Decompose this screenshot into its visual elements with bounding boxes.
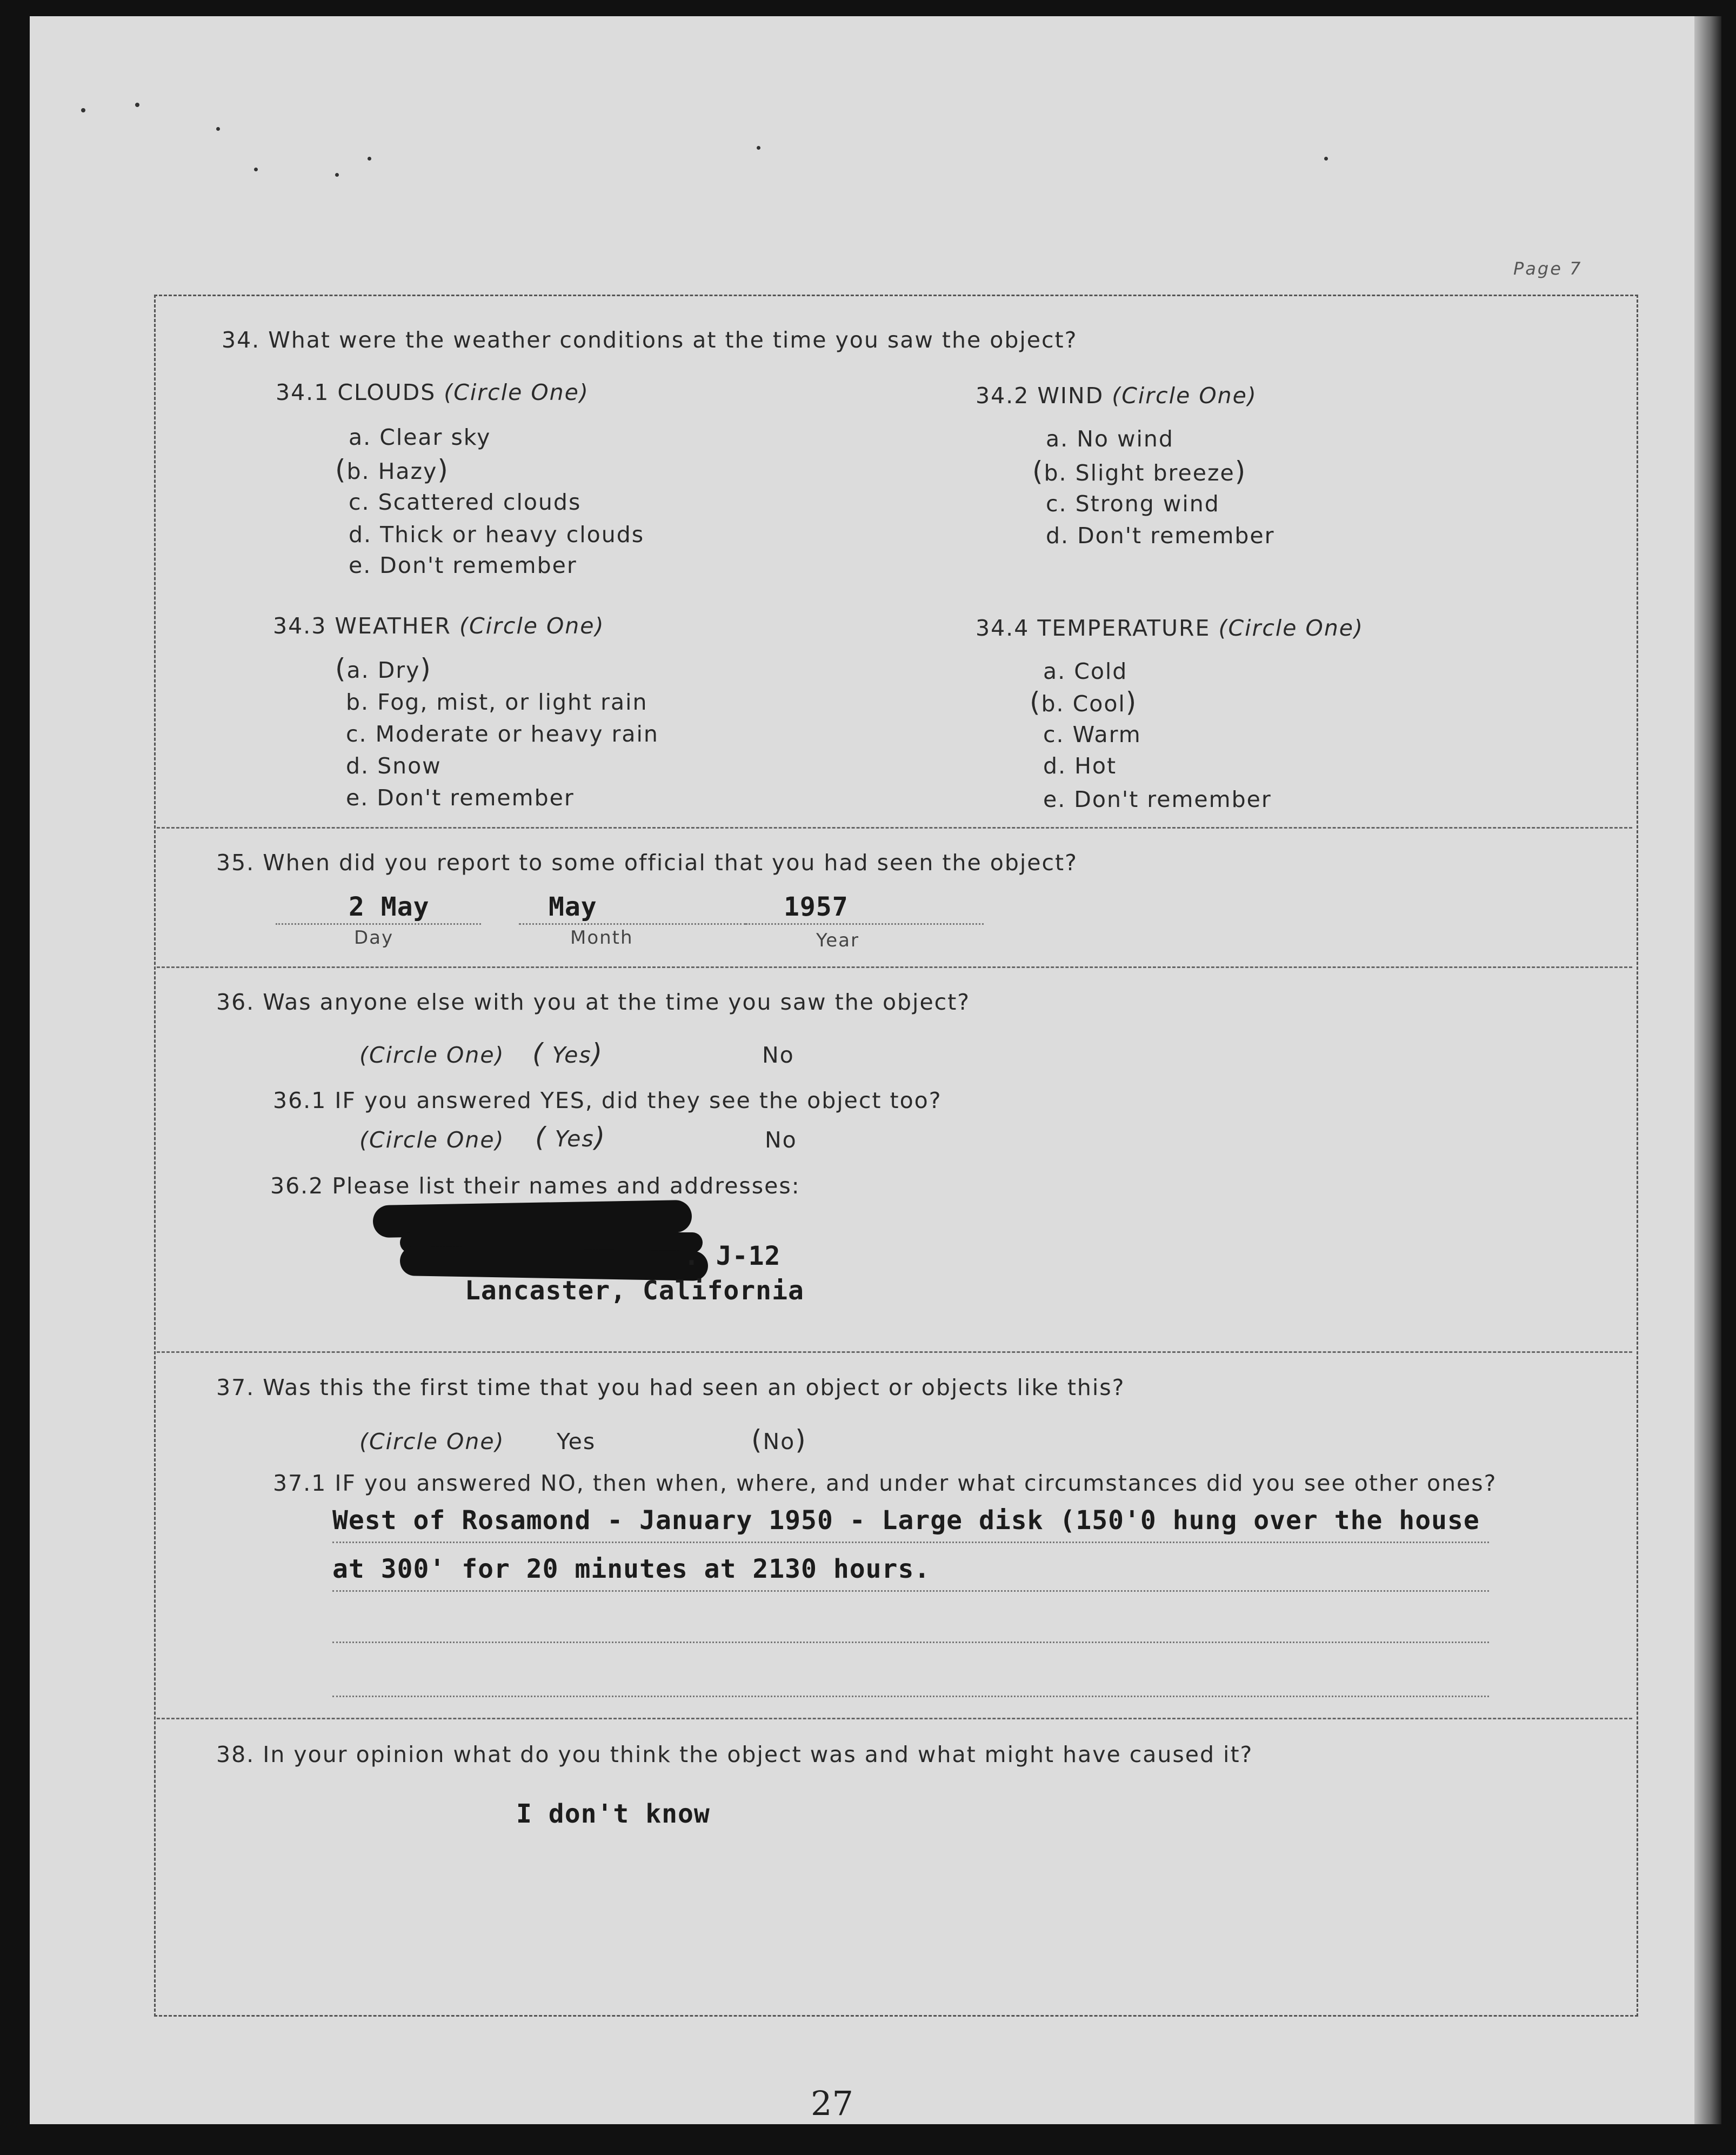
page-edge-shadow <box>1694 16 1721 2124</box>
q35-month-value: May <box>549 892 597 922</box>
q37-1-answer-line1: West of Rosamond - January 1950 - Large disk (150'0 hung over the house <box>332 1505 1480 1536</box>
speck <box>81 108 85 112</box>
q35-day-label: Day <box>354 927 394 949</box>
q35-day-value: 2 May <box>349 892 430 922</box>
q34-1-instruction: (Circle One) <box>444 379 589 405</box>
q34-4-instruction: (Circle One) <box>1218 615 1364 641</box>
clouds-option-c[interactable]: c. Scattered clouds <box>349 489 582 515</box>
section-divider <box>157 1718 1632 1719</box>
q34-2-number: 34.2 <box>976 383 1030 409</box>
q37-1-question: 37.1 IF you answered NO, then when, where, and under what circumstances did you see other ones? <box>273 1470 1497 1496</box>
q35-day-line <box>276 923 481 925</box>
q37-question: 37. Was this the first time that you had seen an object or objects like this? <box>216 1375 1125 1400</box>
temperature-option-c[interactable]: c. Warm <box>1043 722 1141 748</box>
temperature-option-b-selected[interactable]: (b. Cool) <box>1030 686 1138 718</box>
clouds-option-e[interactable]: e. Don't remember <box>349 552 577 578</box>
q34-4-number: 34.4 <box>976 615 1030 641</box>
speck <box>135 103 139 107</box>
q34-3-number: 34.3 <box>273 613 327 639</box>
wind-option-c[interactable]: c. Strong wind <box>1046 491 1220 517</box>
q36-no[interactable]: No <box>762 1042 794 1068</box>
speck <box>1324 157 1328 161</box>
temperature-option-a[interactable]: a. Cold <box>1043 658 1128 684</box>
answer-line <box>332 1542 1489 1543</box>
q37-no-selected[interactable]: (No) <box>751 1424 807 1456</box>
weather-option-c[interactable]: c. Moderate or heavy rain <box>346 721 659 747</box>
q35-year-line <box>746 923 984 925</box>
q36-question: 36. Was anyone else with you at the time you saw the object? <box>216 989 971 1015</box>
speck <box>254 168 258 171</box>
q36-2-address-line1: . J-12 <box>684 1241 781 1271</box>
q35-month-label: Month <box>570 927 633 949</box>
wind-option-b-selected[interactable]: (b. Slight breeze) <box>1032 456 1247 487</box>
q36-1-question: 36.1 IF you answered YES, did they see the object too? <box>273 1087 942 1113</box>
wind-option-a[interactable]: a. No wind <box>1046 426 1174 452</box>
section-divider <box>157 827 1632 829</box>
q36-instruction: (Circle One) <box>359 1042 505 1068</box>
q36-yes-selected[interactable]: ( Yes) <box>532 1038 604 1069</box>
q34-3-title: WEATHER <box>335 613 451 639</box>
q35-year-label: Year <box>816 930 859 951</box>
temperature-option-e[interactable]: e. Don't remember <box>1043 786 1272 812</box>
weather-option-b[interactable]: b. Fog, mist, or light rain <box>346 689 648 715</box>
q34-3-instruction: (Circle One) <box>459 613 605 639</box>
q35-question: 35. When did you report to some official that you had seen the object? <box>216 850 1078 876</box>
q37-instruction: (Circle One) <box>359 1429 505 1455</box>
q38-answer: I don't know <box>516 1799 710 1829</box>
q36-1-instruction: (Circle One) <box>359 1127 505 1153</box>
page-number: 27 <box>811 2084 853 2123</box>
clouds-option-a[interactable]: a. Clear sky <box>349 424 491 450</box>
answer-line <box>332 1590 1489 1592</box>
clouds-option-b-selected[interactable]: (b. Hazy) <box>335 454 449 485</box>
speck <box>368 157 371 161</box>
q35-year-value: 1957 <box>784 892 849 922</box>
q34-question: 34. What were the weather conditions at the time you saw the object? <box>222 327 1078 353</box>
answer-line <box>332 1696 1489 1697</box>
q38-question: 38. In your opinion what do you think the object was and what might have caused it? <box>216 1742 1253 1767</box>
q34-4-title: TEMPERATURE <box>1037 615 1211 641</box>
q35-month-line <box>519 923 746 925</box>
speck <box>216 127 220 131</box>
q36-2-question: 36.2 Please list their names and addresses: <box>270 1173 800 1199</box>
answer-line <box>332 1642 1489 1643</box>
q37-1-answer-line2: at 300' for 20 minutes at 2130 hours. <box>332 1554 931 1584</box>
q34-2-instruction: (Circle One) <box>1112 383 1257 409</box>
q34-1-number: 34.1 <box>276 379 330 405</box>
q34-1-title: CLOUDS <box>337 379 436 405</box>
weather-option-a-selected[interactable]: (a. Dry) <box>335 653 432 684</box>
temperature-option-d[interactable]: d. Hot <box>1043 753 1117 779</box>
speck <box>757 146 760 150</box>
weather-option-e[interactable]: e. Don't remember <box>346 785 575 811</box>
weather-option-d[interactable]: d. Snow <box>346 753 442 779</box>
q36-1-no[interactable]: No <box>765 1127 797 1153</box>
clouds-option-d[interactable]: d. Thick or heavy clouds <box>349 522 645 548</box>
speck <box>335 173 339 177</box>
section-divider <box>157 1351 1632 1353</box>
wind-option-d[interactable]: d. Don't remember <box>1046 523 1275 549</box>
page-label: Page 7 <box>1513 258 1583 279</box>
q34-2-title: WIND <box>1037 383 1104 409</box>
q36-2-address-line2: Lancaster, California <box>465 1276 804 1306</box>
q37-yes[interactable]: Yes <box>557 1429 596 1455</box>
q36-1-yes-selected[interactable]: ( Yes) <box>535 1122 606 1153</box>
section-divider <box>157 966 1632 968</box>
